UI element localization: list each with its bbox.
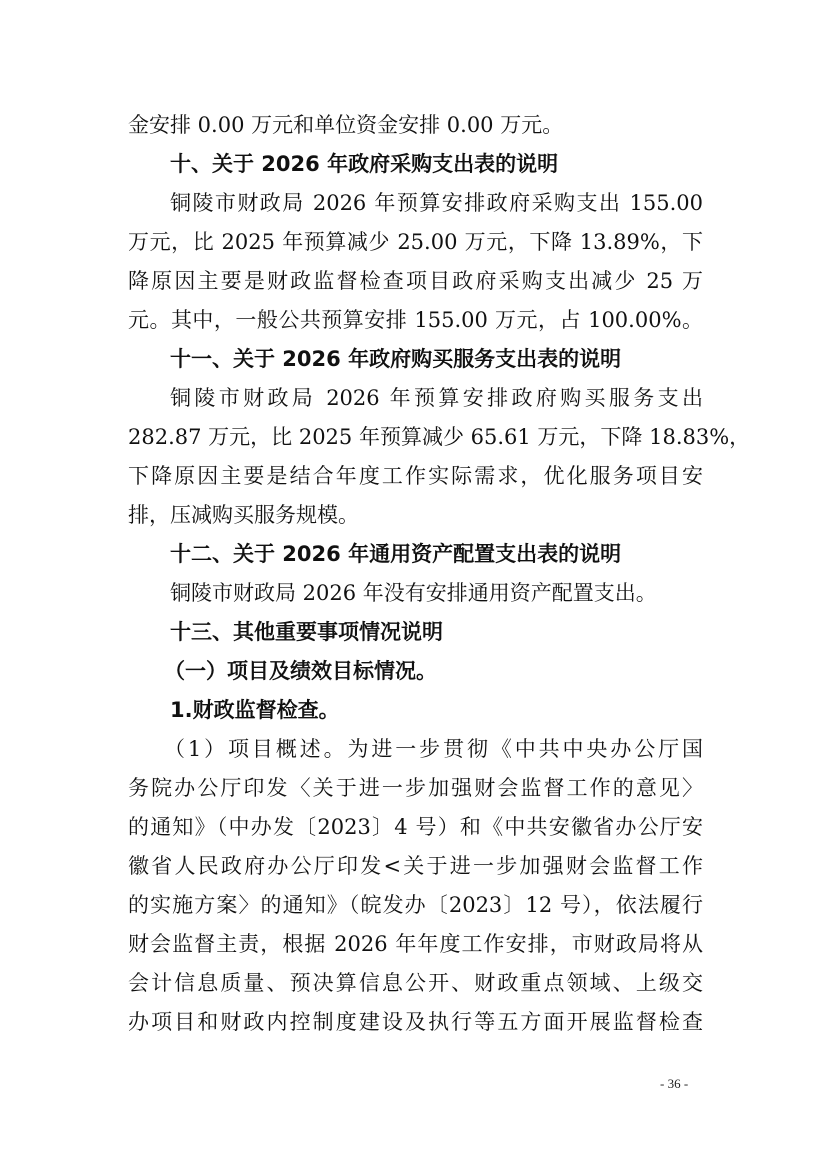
body-text-line: （1）项目概述。为进一步贯彻《中共中央办公厅国 (164, 737, 703, 761)
body-text-line: 金安排 0.00 万元和单位资金安排 0.00 万元。 (128, 113, 564, 137)
body-text-line: 徽省人民政府办公厅印发<关于进一步加强财会监督工作 (128, 854, 703, 878)
body-text-line: 办项目和财政内控制度建设及执行等五方面开展监督检查 (128, 1010, 703, 1034)
body-text-line: 排，压减购买服务规模。 (128, 503, 359, 527)
body-text-line: 降原因主要是财政监督检查项目政府采购支出减少 25 万 (128, 269, 703, 293)
section-heading-10: 十、关于 2026 年政府采购支出表的说明 (170, 152, 559, 176)
subsection-heading: （一）项目及绩效目标情况。 (164, 659, 437, 683)
body-text-line: 铜陵市财政局 2026 年预算安排政府购买服务支出 (170, 386, 703, 410)
section-heading-13: 十三、其他重要事项情况说明 (170, 620, 443, 644)
body-text-line: 铜陵市财政局 2026 年没有安排通用资产配置支出。 (170, 581, 657, 605)
body-text-line: 铜陵市财政局 2026 年预算安排政府采购支出 155.00 (170, 191, 703, 215)
item-heading: 1.财政监督检查。 (170, 698, 340, 722)
body-text-line: 务院办公厅印发〈关于进一步加强财会监督工作的意见〉 (128, 776, 703, 800)
body-text-line: 下降原因主要是结合年度工作实际需求，优化服务项目安 (128, 464, 703, 488)
body-text-line: 会计信息质量、预决算信息公开、财政重点领域、上级交 (128, 971, 703, 995)
body-text-line: 万元，比 2025 年预算减少 25.00 万元，下降 13.89%，下 (128, 230, 703, 254)
body-text-line: 的实施方案〉的通知》（皖发办〔2023〕12 号），依法履行 (128, 893, 703, 917)
body-text-line: 的通知》（中办发〔2023〕4 号）和《中共安徽省办公厅安 (128, 815, 703, 839)
body-text-line: 财会监督主责，根据 2026 年年度工作安排，市财政局将从 (128, 932, 703, 956)
section-heading-11: 十一、关于 2026 年政府购买服务支出表的说明 (170, 347, 622, 371)
page-number: - 36 - (660, 1076, 689, 1091)
body-text-line: 元。其中，一般公共预算安排 155.00 万元，占 100.00%。 (128, 308, 703, 332)
body-text-line: 282.87 万元，比 2025 年预算减少 65.61 万元，下降 18.83%， (128, 425, 751, 449)
section-heading-12: 十二、关于 2026 年通用资产配置支出表的说明 (170, 542, 622, 566)
